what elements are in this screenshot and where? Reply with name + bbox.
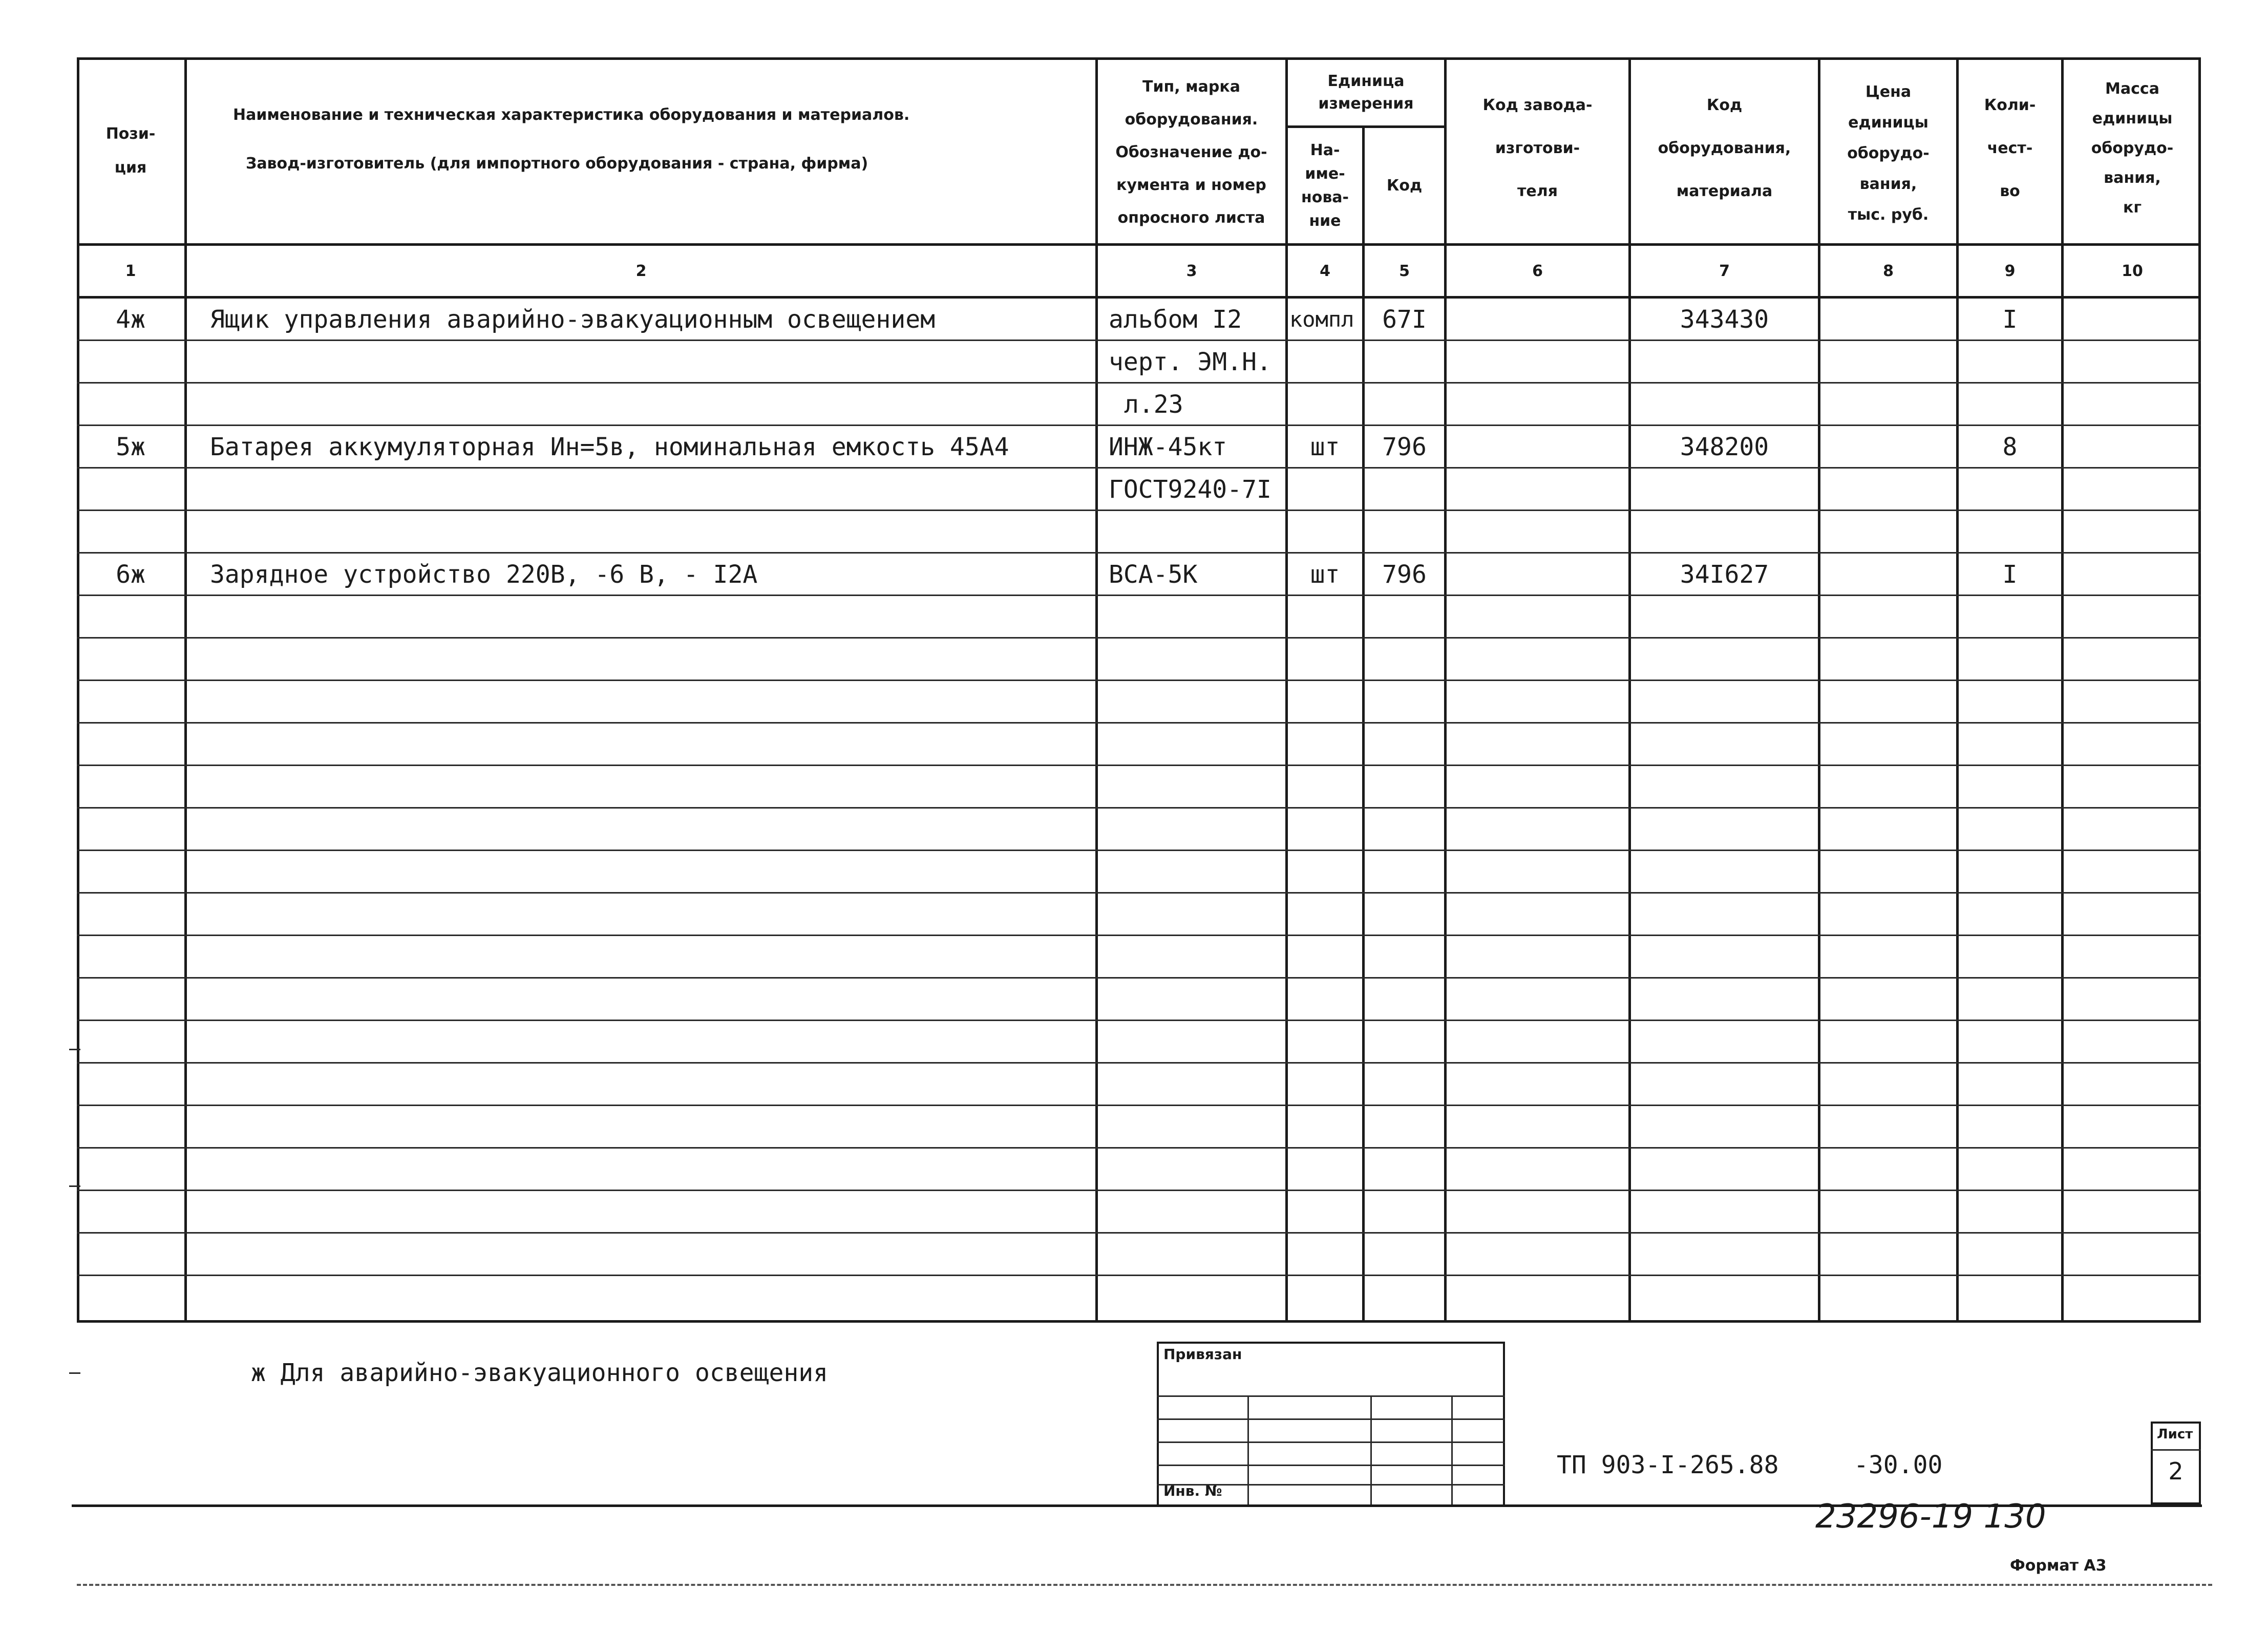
row-type: ГОСТ9240-7I [1109,475,1271,504]
header-equipment-code: Код оборудования, материала [1658,96,1791,200]
row-position: 6ж [116,560,145,589]
row-name: Батарея аккумуляторная Ин=5в, номинальная емкость 45А4 [210,433,1009,461]
row-line [77,1232,2201,1234]
unit-group-divider [1285,125,1447,128]
stamp-line [1157,1465,1505,1466]
colnum-4: 4 [1320,262,1330,280]
handwritten-number: 23296-19 130 [1815,1498,2046,1536]
row-equipment-code: 343430 [1680,305,1769,334]
margin-tick [69,1372,80,1374]
row-line [77,1062,2201,1064]
sheet-number: 2 [2168,1457,2184,1485]
row-quantity: I [2002,560,2018,589]
header-quantity: Коли- чест- во [1984,96,2036,200]
row-line [77,892,2201,894]
row-line [77,1275,2201,1276]
row-line [77,637,2201,639]
inv-label: Инв. № [1163,1482,1222,1499]
header-unit-group: Единица измерения [1318,72,1414,113]
row-line [77,1020,2201,1021]
stamp-divider [1370,1395,1372,1507]
attached-stamp [1157,1342,1505,1507]
row-unit: шт [1310,433,1340,461]
row-position: 4ж [116,305,145,334]
row-line [77,680,2201,681]
row-unit: компл [1289,307,1354,332]
header-position: Пози- ция [105,125,156,177]
row-quantity: I [2002,305,2018,334]
header-manufacturer-code: Код завода- изготови- теля [1482,96,1593,200]
attached-label: Привязан [1163,1346,1242,1363]
sheet-box-divider [2151,1449,2201,1451]
colnum-2: 2 [635,262,647,280]
row-line [77,935,2201,936]
colnum-9: 9 [2004,262,2016,280]
row-line [77,1105,2201,1106]
colnum-7: 7 [1719,262,1730,280]
stamp-line [1157,1395,1505,1397]
format-label: Формат А3 [2010,1557,2107,1575]
row-unit-code: 796 [1382,560,1427,589]
row-name: Зарядное устройство 220В, -6 В, - I2А [210,560,758,589]
stamp-line [1157,1441,1505,1443]
row-type: л.23 [1124,390,1183,419]
row-line [77,1190,2201,1191]
document-suffix: -30.00 [1854,1451,1943,1479]
stamp-divider [1451,1395,1453,1507]
row-line [77,722,2201,724]
row-line [77,1147,2201,1149]
row-equipment-code: 348200 [1680,433,1769,461]
stamp-divider [1247,1395,1249,1507]
row-type: ИНЖ-45кт [1109,433,1227,461]
row-line [77,977,2201,979]
row-line [77,850,2201,851]
colnum-6: 6 [1532,262,1543,280]
row-quantity: 8 [2002,433,2018,461]
colnum-5: 5 [1399,262,1410,280]
margin-tick [69,1185,80,1187]
header-unit-name: На- име- нова- ние [1301,141,1349,230]
sheet-label: Лист [2157,1427,2193,1442]
margin-tick [69,1049,80,1050]
row-equipment-code: 34I627 [1680,560,1769,589]
footnote: ж Для аварийно-эвакуационного освещения [251,1359,829,1387]
header-name-line2: Завод-изготовитель (для импортного оборудования - страна, фирма) [246,155,868,173]
row-type: ВСА-5К [1109,560,1198,589]
header-mass: Масса единицы оборудо- вания, кг [2091,80,2174,217]
row-line [77,807,2201,809]
header-type: Тип, марка оборудования. Обозначение до- кумента и номер опросного листа [1115,77,1267,227]
colnum-1: 1 [125,262,136,280]
row-line [77,765,2201,766]
header-unit-code: Код [1386,176,1423,195]
header-name-line1: Наименование и техническая характеристика оборудования и материалов. [233,106,910,124]
row-name: Ящик управления аварийно-эвакуационным освещением [210,305,936,334]
stamp-line [1157,1418,1505,1420]
header-price: Цена единицы оборудо- вания, тыс. руб. [1847,83,1930,224]
row-type: альбом I2 [1109,305,1242,334]
row-unit: шт [1310,560,1340,589]
row-unit-code: 67I [1382,305,1427,334]
trim-line [77,1584,2212,1586]
row-type: черт. ЭМ.Н. [1109,348,1271,376]
colnum-8: 8 [1883,262,1894,280]
colnum-10: 10 [2122,262,2143,280]
row-position: 5ж [116,433,145,461]
document-code: ТП 903-I-265.88 [1557,1451,1779,1479]
colnum-3: 3 [1186,262,1197,280]
row-unit-code: 796 [1382,433,1427,461]
